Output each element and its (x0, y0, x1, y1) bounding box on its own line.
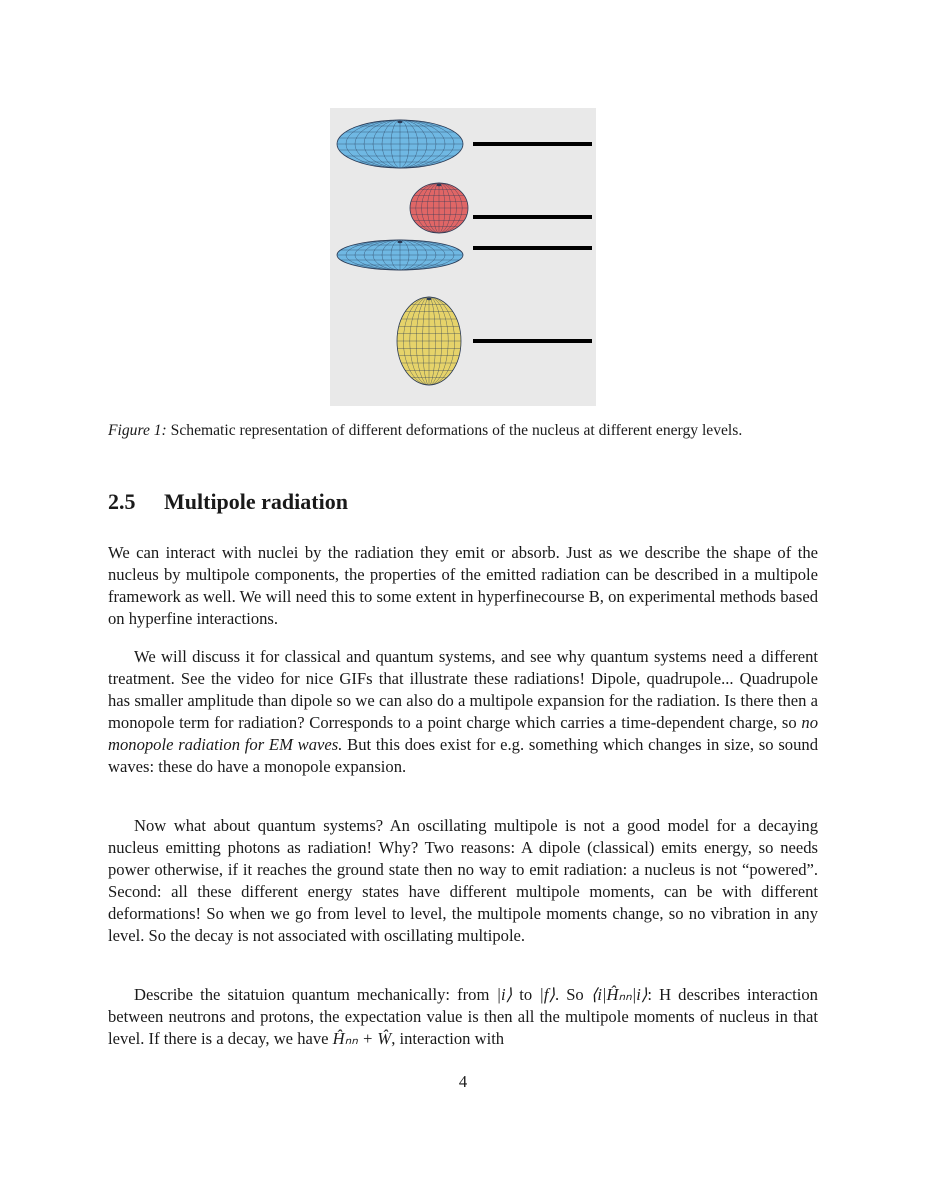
oblate-nucleus-middle (337, 240, 463, 270)
section-title: Multipole radiation (164, 489, 348, 514)
paragraph-4-text: Describe the sitatuion quantum mechanically: from (134, 985, 497, 1004)
paragraph-2 (108, 646, 818, 777)
oblate-nucleus-top (337, 120, 463, 168)
deformation-diagram (330, 108, 596, 406)
figure-caption (108, 420, 818, 441)
paragraph-4-text-2: to (512, 985, 540, 1004)
section-number: 2.5 (108, 489, 136, 514)
paragraph-4-text-5: , interaction with (391, 1028, 505, 1048)
expectation-value: ⟨i|Ĥₙₙ|i⟩ (590, 985, 648, 1004)
figure-caption-text: Schematic representation of different deformations of the nucleus at different energy levels. (170, 422, 743, 439)
spherical-nucleus (410, 183, 468, 233)
section-heading (108, 488, 348, 516)
hamiltonian-sum: Ĥₙₙ + Ŵ (332, 1028, 392, 1048)
figure-caption-label: Figure 1: (108, 422, 167, 439)
ket-i: |i⟩ (496, 985, 513, 1004)
ket-f: |f⟩ (539, 985, 555, 1004)
paragraph-2-text-end: But this does exist for e.g. something which changes in size, so sound waves: these do have a monopole expansion. (108, 734, 818, 776)
paragraph-4-text-4: : H describes interaction between neutrons and protons, the expectation value is then all the multipole moments of nucleus in that level. If there is a decay, we have (108, 985, 818, 1048)
nucleus-deformation-figure (330, 108, 596, 406)
paragraph-4-text-3: . So (554, 985, 591, 1004)
paragraph-2-emphasis: no monopole radiation for EM waves. (108, 712, 818, 754)
page-number: 4 (458, 1072, 468, 1091)
paragraph-4 (108, 984, 818, 1050)
prolate-nucleus (397, 297, 461, 385)
paragraph-1: We can interact with nuclei by the radiation they emit or absorb. Just as we describe the shape of the nucleus by multipole components, the properties of the emitted radiation can be described in a multipole framework as well. We will need this to some extent in hyperfinecourse B, on experimental methods based on hyperfine interactions. (108, 543, 818, 628)
paragraph-2-text: We will discuss it for classical and quantum systems, and see why quantum systems need a different treatment. See the video for nice GIFs that illustrate these radiations! Dipole, quadrupole... Quadrupole has smaller amplitude than dipole so we can also do a multipole expansion for the radiation. Is there then a monopole term for radiation? Corresponds to a point charge which carries a time-dependent charge, so (108, 647, 818, 732)
paragraph-3: Now what about quantum systems? An oscillating multipole is not a good model for a decaying nucleus emitting photons as radiation! Why? Two reasons: A dipole (classical) emits energy, so needs power otherwise, if it reaches the ground state then no way to emit radiation: a nucleus is not “powered”. Second: all these different energy states have different multipole moments, can be with different deformations! So when we go from level to level, the multipole moments change, so no vibration in any level. So the decay is not associated with oscillating multipole. (108, 816, 818, 945)
